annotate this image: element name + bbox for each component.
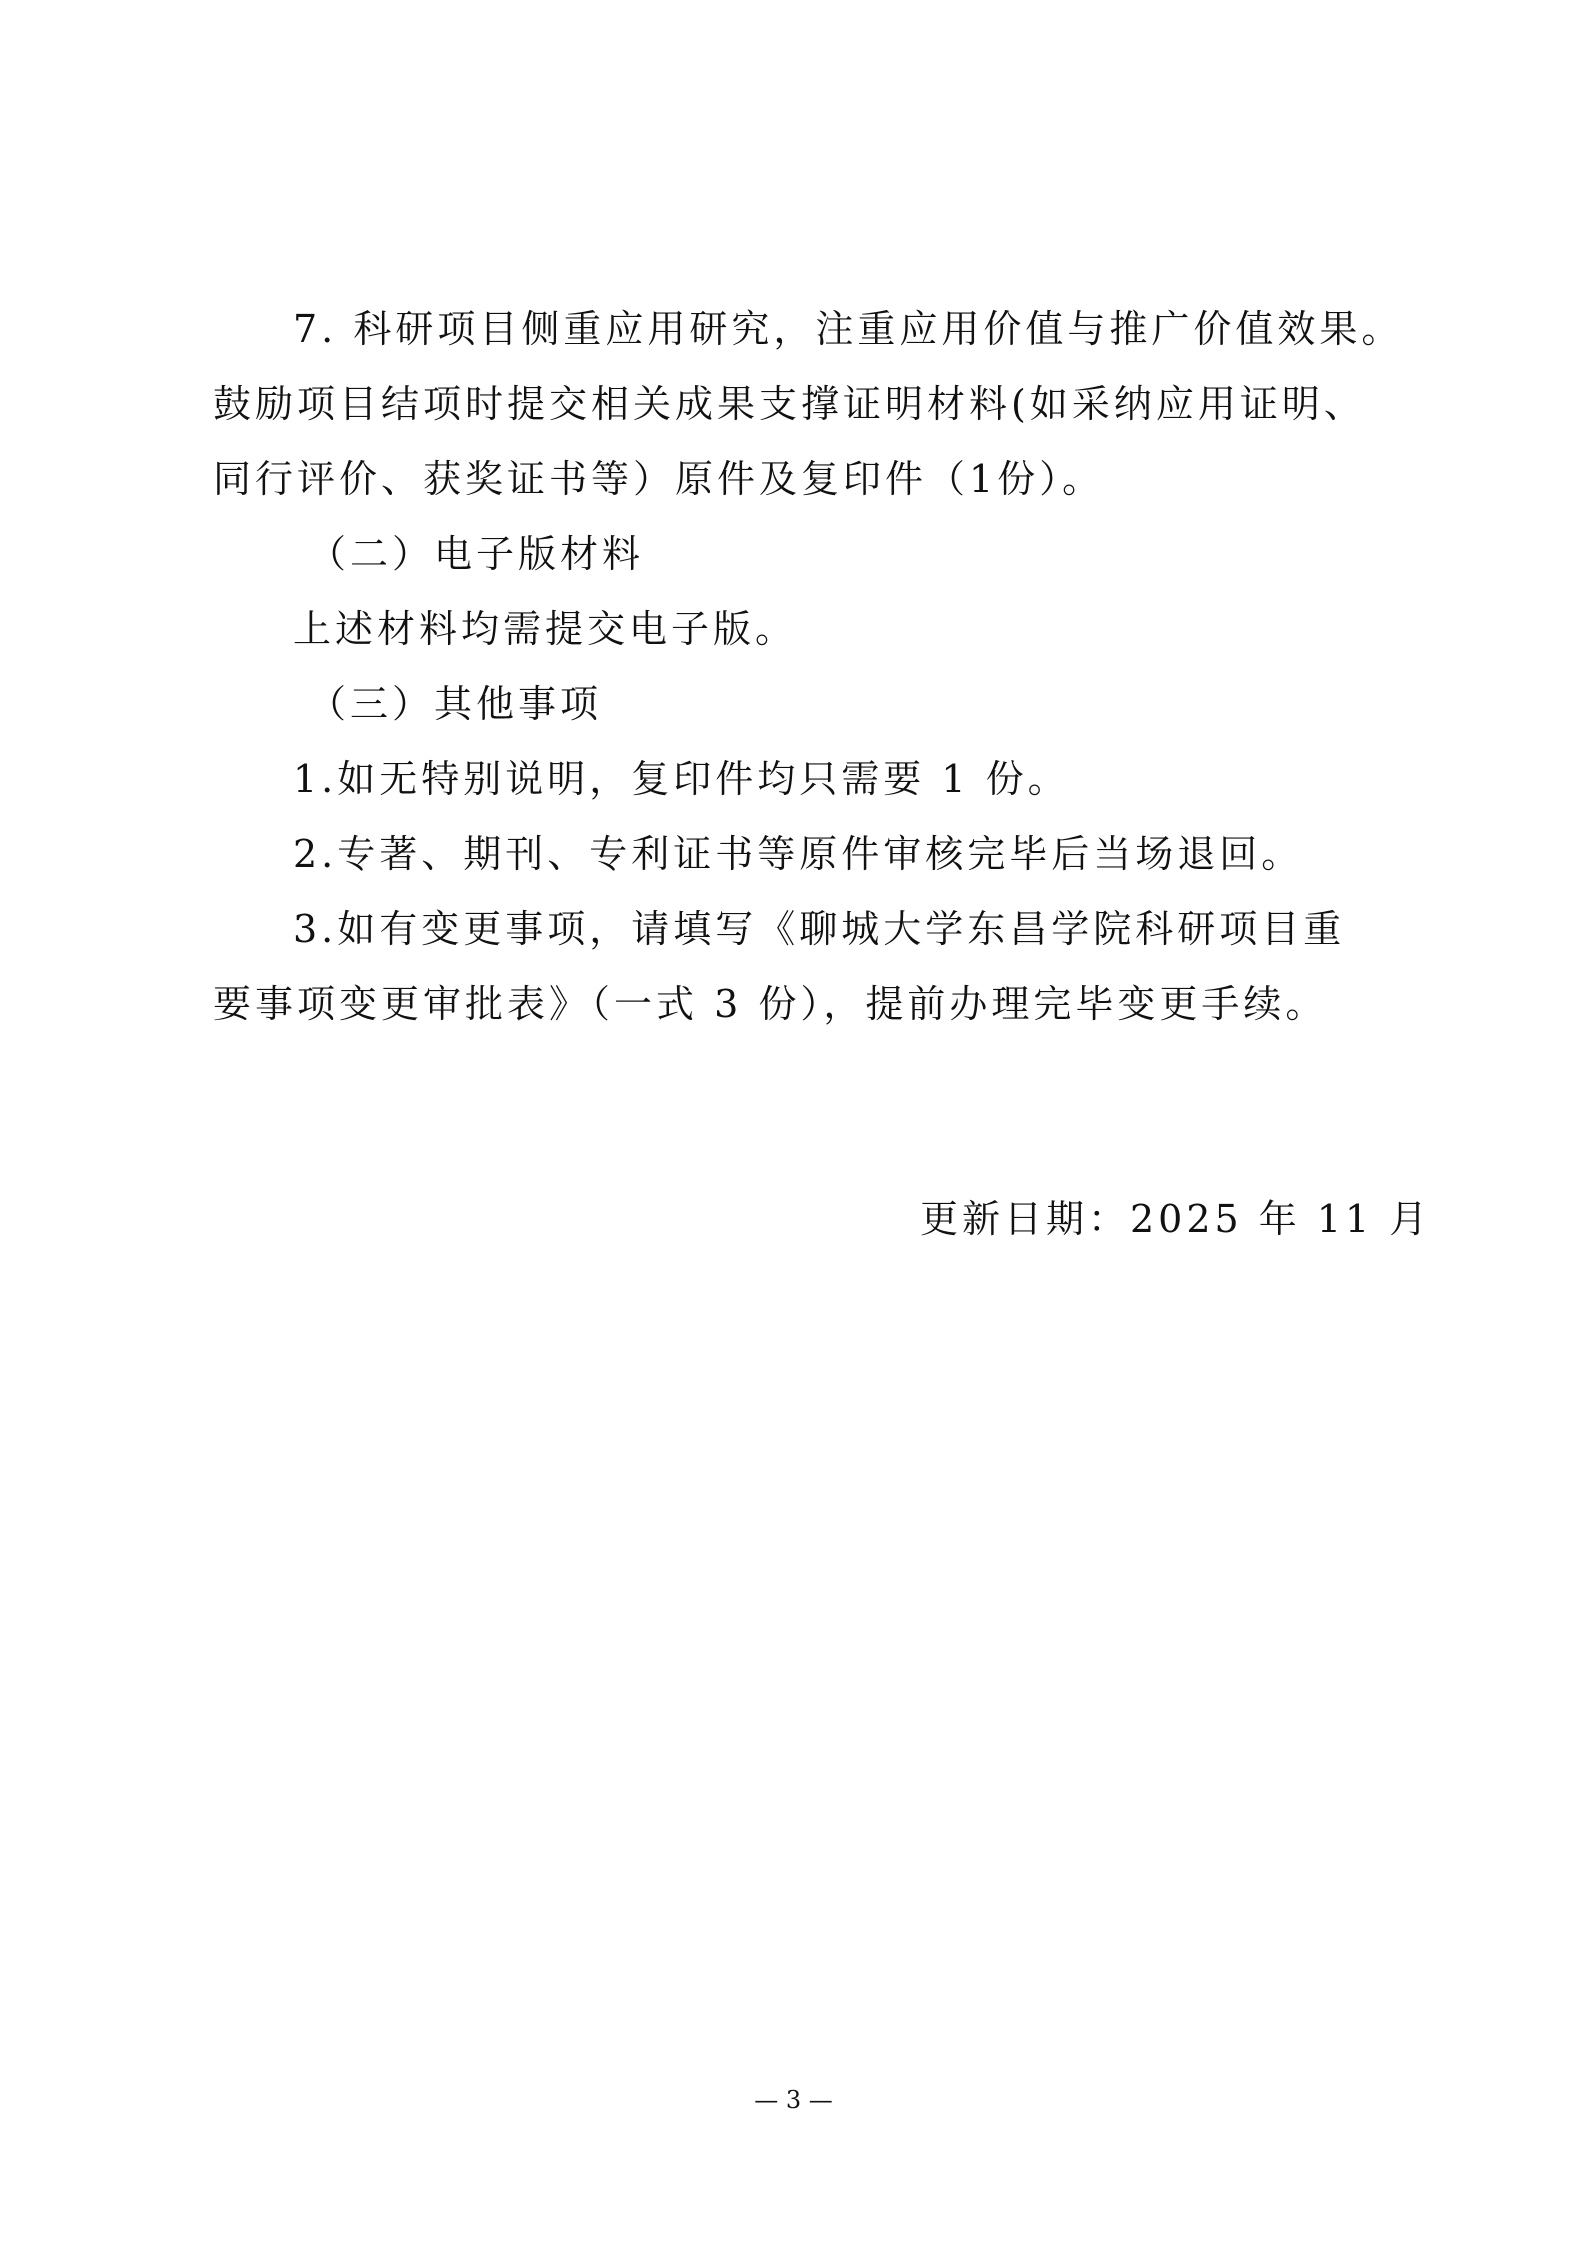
other-matter-3-line-1: 3.如有变更事项，请填写《聊城大学东昌学院科研项目重 — [293, 907, 1346, 951]
other-matter-1: 1.如无特别说明，复印件均只需要 1 份。 — [293, 757, 1070, 801]
document-body — [213, 292, 1404, 1042]
other-matter-3-line-2: 要事项变更审批表》（一式 3 份），提前办理完毕变更手续。 — [213, 982, 1328, 1026]
other-matter-2: 2.专著、期刊、专利证书等原件审核完毕后当场退回。 — [293, 832, 1304, 876]
paragraph-7-line-3: 同行评价、获奖证书等）原件及复印件（1份）。 — [213, 457, 1105, 501]
page-number: — 3 — — [754, 2086, 833, 2114]
paragraph-7-line-1: 7. 科研项目侧重应用研究，注重应用价值与推广价值效果。 — [293, 307, 1404, 351]
section-heading-electronic-materials: （二）电子版材料 — [308, 532, 645, 576]
electronic-materials-text: 上述材料均需提交电子版。 — [293, 607, 798, 651]
paragraph-7-line-2: 鼓励项目结项时提交相关成果支撑证明材料(如采纳应用证明、 — [213, 382, 1366, 426]
update-date: 更新日期：2025 年 11 月 — [920, 1197, 1432, 1241]
section-heading-other-matters: （三）其他事项 — [308, 682, 603, 726]
